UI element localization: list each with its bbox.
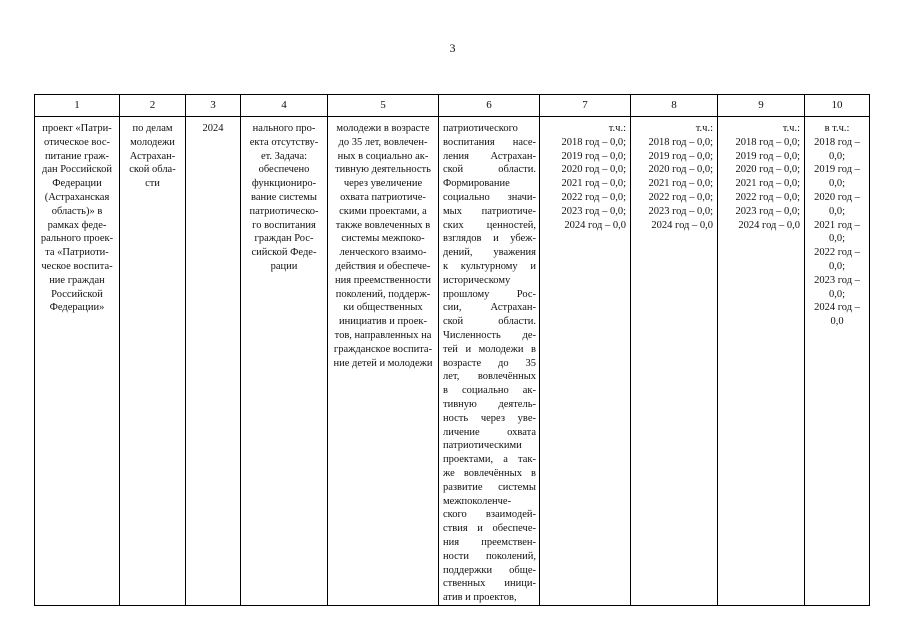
- cell-text-line: действия и обеспече-: [335, 260, 431, 272]
- cell-text-line: вание системы: [251, 191, 317, 203]
- cell-text-line: тей и молодежи в: [443, 343, 536, 355]
- cell-text-line: екта отсутству-: [249, 136, 319, 148]
- cell-text-line: сийской Феде-: [251, 247, 317, 259]
- cell-text-line: рации: [270, 260, 298, 272]
- cell-text-line: 2023 год – 0,0;: [561, 205, 626, 217]
- cell-funding-8: [631, 117, 718, 606]
- cell-text-line: охвата патриотиче-: [340, 191, 426, 203]
- cell-text-line: ность через уве-: [443, 412, 536, 424]
- cell-text-line: 0,0;: [828, 233, 846, 245]
- cell-text-line: через увеличение: [343, 178, 423, 190]
- cell-task: [241, 117, 328, 606]
- cell-text-line: историческому: [443, 274, 511, 286]
- cell-text-line: 2022 год – 0,0;: [561, 191, 626, 203]
- cell-text-line: мых патриотиче-: [443, 205, 536, 217]
- cell-text-line: по делам: [132, 123, 173, 134]
- cell-text-line: гражданское воспита-: [333, 343, 433, 355]
- column-header: 6: [439, 95, 540, 117]
- cell-text-line: т.ч.:: [695, 123, 713, 134]
- cell-text-line: молодежи в возрасте: [336, 123, 430, 134]
- cell-text-line: тов, направленных на: [334, 329, 432, 341]
- cell-text-line: воспитания насе-: [443, 136, 536, 148]
- cell-text-line: Российской: [51, 288, 103, 300]
- cell-text-line: та «Патриоти-: [45, 247, 109, 259]
- cell-indicator: [328, 117, 439, 606]
- cell-text-line: возрасте до 35: [443, 357, 536, 369]
- cell-text-line: ния преемственности: [335, 274, 431, 286]
- cell-text-line: прошлому Рос-: [443, 288, 536, 300]
- cell-text-line: развитие системы: [443, 481, 536, 493]
- cell-text-line: питание граж-: [44, 150, 110, 162]
- cell-text-line: 2021 год – 0,0;: [648, 178, 713, 190]
- cell-text-line: 2024 год – 0,0: [564, 219, 626, 231]
- cell-text-line: инициатив и проек-: [338, 316, 428, 328]
- cell-text-line: 0,0;: [828, 288, 846, 300]
- cell-text-line: (Астраханская: [44, 191, 110, 203]
- cell-text-line: скими проектами, а: [339, 205, 427, 217]
- cell-text-line: ской области.: [443, 316, 536, 328]
- cell-text-line: ет. Задача:: [260, 150, 308, 162]
- cell-text-line: 2020 год – 0,0;: [648, 164, 713, 176]
- cell-text-line: поддержки обще-: [443, 564, 536, 576]
- cell-text-line: ческое воспита-: [41, 260, 113, 272]
- cell-text-line: 2020 год – 0,0;: [561, 164, 626, 176]
- cell-text-line: граждан Рос-: [254, 233, 314, 245]
- column-header: 2: [120, 95, 186, 117]
- cell-text-line: ствия и обеспече-: [443, 523, 536, 535]
- cell-text-line: ние граждан: [49, 274, 105, 286]
- cell-text-line: 2023 год – 0,0;: [735, 205, 800, 217]
- cell-text-line: область)» в: [51, 205, 103, 217]
- cell-text-line: 2023 год – 0,0;: [648, 205, 713, 217]
- cell-text-line: 2024: [202, 123, 224, 134]
- cell-funding-9: [718, 117, 805, 606]
- cell-text-line: тивную деятельность: [335, 164, 431, 176]
- cell-text-line: молодежи: [130, 136, 175, 148]
- cell-text-line: поколений, поддерж-: [335, 288, 431, 300]
- cell-text-line: 2018 год – 0,0;: [648, 136, 713, 148]
- cell-text-line: проект «Патри-: [42, 123, 112, 134]
- cell-text-line: ственных иници-: [443, 578, 536, 590]
- cell-text-line: 2020 год –: [814, 191, 860, 203]
- column-header: 3: [186, 95, 241, 117]
- cell-text-line: 2021 год –: [814, 219, 860, 231]
- cell-text-line: 2021 год – 0,0;: [561, 178, 626, 190]
- cell-text-line: ленческого взаимо-: [339, 247, 427, 259]
- cell-text-line: личение охвата: [443, 426, 536, 438]
- cell-text-line: сии, Астрахан-: [443, 302, 536, 314]
- cell-text-line: 2023 год –: [814, 274, 860, 286]
- cell-text-line: рамках феде-: [47, 219, 107, 231]
- cell-text-line: 2021 год – 0,0;: [735, 178, 800, 190]
- cell-text-line: 2022 год – 0,0;: [648, 191, 713, 203]
- cell-text-line: 2018 год –: [814, 136, 860, 148]
- cell-text-line: дений, уважения: [443, 247, 536, 259]
- cell-text-line: обеспечено: [258, 164, 310, 176]
- cell-text-line: 2024 год – 0,0: [651, 219, 713, 231]
- cell-text-line: Федерации: [52, 178, 102, 190]
- column-header: 8: [631, 95, 718, 117]
- cell-text-line: ки общественных: [343, 302, 423, 314]
- cell-project-name: [35, 117, 120, 606]
- cell-text-line: Формирование: [443, 178, 510, 190]
- cell-text-line: взглядов и убеж-: [443, 233, 536, 245]
- cell-text-line: межпоколенче-: [443, 495, 512, 507]
- cell-text-line: 2024 год – 0,0: [738, 219, 800, 231]
- table-header-row: [35, 95, 870, 117]
- cell-text-line: 0,0;: [828, 205, 846, 217]
- cell-text-line: ской обла-: [129, 164, 176, 176]
- cell-text-line: тивную деятель-: [443, 398, 536, 410]
- cell-text-line: отическое вос-: [44, 136, 110, 148]
- cell-text-line: т.ч.:: [608, 123, 626, 134]
- cell-funding-7: [540, 117, 631, 606]
- cell-text-line: 2019 год –: [814, 164, 860, 176]
- cell-text-line: 2018 год – 0,0;: [735, 136, 800, 148]
- cell-text-line: в т.ч.:: [824, 123, 850, 134]
- cell-text-line: рального проек-: [40, 233, 114, 245]
- cell-text-line: 2022 год –: [814, 247, 860, 259]
- cell-text-line: атив и проектов,: [443, 592, 517, 604]
- cell-text-line: 2019 год – 0,0;: [561, 150, 626, 162]
- page-number: 3: [449, 41, 456, 55]
- column-header: 10: [805, 95, 870, 117]
- cell-text-line: дан Российской: [42, 164, 112, 176]
- cell-text-line: 2019 год – 0,0;: [735, 150, 800, 162]
- cell-text-line: в социально ак-: [443, 385, 536, 397]
- cell-text-line: 2019 год – 0,0;: [648, 150, 713, 162]
- cell-text-line: ния преемствен-: [443, 536, 536, 548]
- cell-text-line: ских ценностей,: [443, 219, 536, 231]
- cell-text-line: 0,0;: [828, 178, 846, 190]
- cell-funding-10: [805, 117, 870, 606]
- cell-text-line: ных в социально ак-: [337, 150, 429, 162]
- cell-text-line: патриотическо-: [249, 205, 319, 217]
- cell-year: [186, 117, 241, 606]
- cell-text-line: социально значи-: [443, 191, 536, 203]
- cell-text-line: ского взаимодей-: [443, 509, 536, 521]
- cell-text-line: нального про-: [252, 123, 316, 134]
- cell-text-line: 2024 год –: [814, 302, 860, 314]
- cell-text-line: же вовлечённых в: [443, 467, 536, 479]
- cell-text-line: ние детей и молодежи: [333, 357, 433, 369]
- cell-text-line: проектами, а так-: [443, 454, 536, 466]
- column-header: 7: [540, 95, 631, 117]
- cell-text-line: лет, вовлечённых: [443, 371, 536, 383]
- column-header: 5: [328, 95, 439, 117]
- cell-text-line: Федерации»: [49, 302, 105, 314]
- cell-text-line: 0,0;: [828, 260, 846, 272]
- table-row: [35, 117, 870, 606]
- cell-text-line: также вовлеченных в: [335, 219, 431, 231]
- cell-text-line: сти: [145, 178, 160, 190]
- column-header: 9: [718, 95, 805, 117]
- cell-text-line: до 35 лет, вовлечен-: [338, 136, 428, 148]
- cell-text-line: функциониро-: [251, 178, 317, 190]
- cell-text-line: ления Астрахан-: [443, 150, 536, 162]
- cell-text-line: патриотическими: [443, 440, 522, 452]
- cell-text-line: 2022 год – 0,0;: [735, 191, 800, 203]
- cell-responsible: [120, 117, 186, 606]
- cell-text-line: 0,0;: [828, 150, 846, 162]
- cell-text-line: Численность де-: [443, 329, 536, 341]
- cell-text-line: 0,0: [830, 316, 844, 328]
- cell-text-line: ской области.: [443, 164, 536, 176]
- cell-text-line: к культурному и: [443, 260, 536, 272]
- cell-text-line: системы межпоко-: [341, 233, 425, 245]
- cell-result: [439, 117, 540, 606]
- cell-text-line: Астрахан-: [129, 150, 176, 162]
- cell-text-line: 2020 год – 0,0;: [735, 164, 800, 176]
- cell-text-line: патриотического: [443, 123, 518, 134]
- column-header: 1: [35, 95, 120, 117]
- column-header: 4: [241, 95, 328, 117]
- cell-text-line: го воспитания: [252, 219, 316, 231]
- cell-text-line: т.ч.:: [782, 123, 800, 134]
- program-table: [34, 94, 870, 606]
- cell-text-line: 2018 год – 0,0;: [561, 136, 626, 148]
- cell-text-line: ности поколений,: [443, 550, 536, 562]
